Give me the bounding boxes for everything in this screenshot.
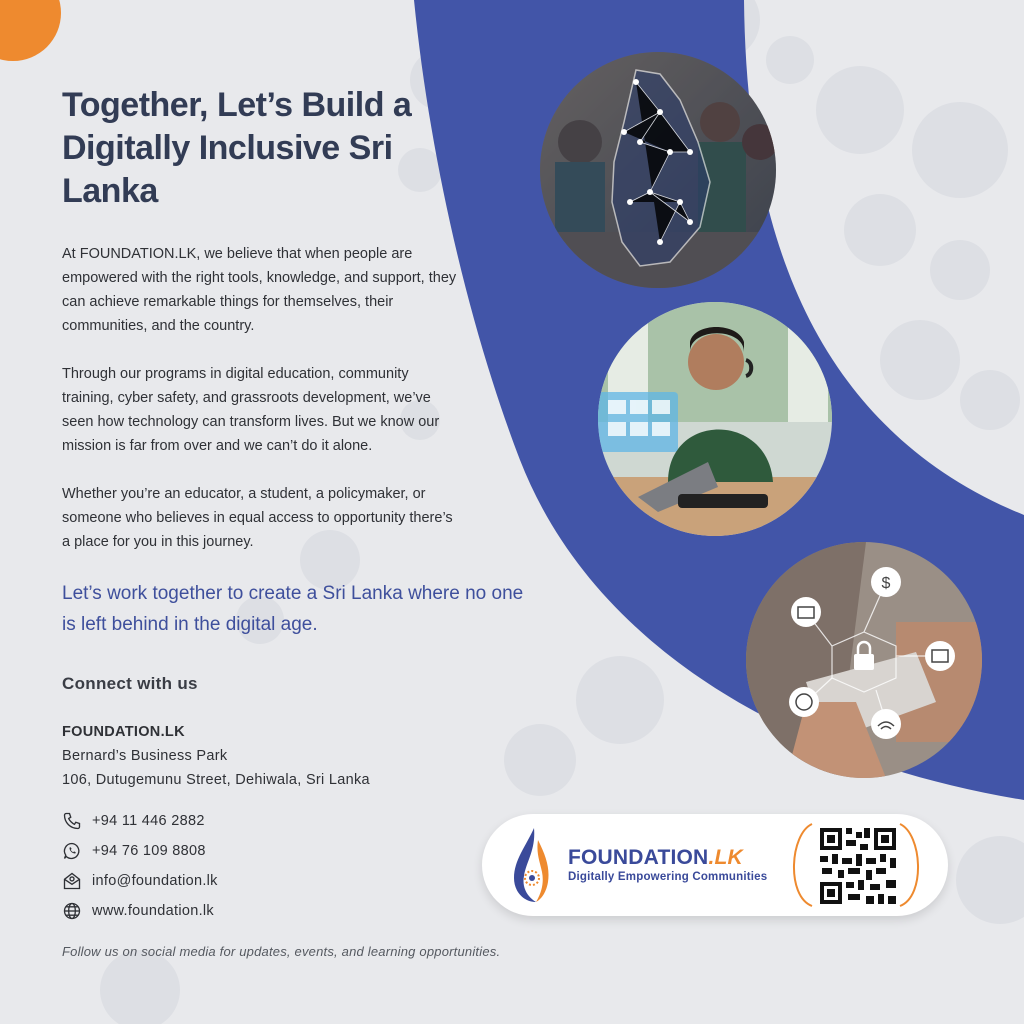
foundation-logo-mark xyxy=(512,826,552,904)
brand-main: FOUNDATION xyxy=(568,846,709,869)
address-line-2: 106, Dutugemunu Street, Dehiwala, Sri Lanka xyxy=(62,772,370,788)
contact-website[interactable] xyxy=(62,896,218,926)
globe-icon xyxy=(62,901,82,921)
address-block xyxy=(62,720,370,792)
email-icon xyxy=(62,871,82,891)
website-url[interactable]: www.foundation.lk xyxy=(92,903,214,919)
student-laptop-photo xyxy=(598,302,832,536)
cyber-safety-photo xyxy=(746,542,982,778)
address-line-1: Bernard’s Business Park xyxy=(62,748,228,764)
phone-icon xyxy=(62,811,82,831)
brand-tagline: Digitally Empowering Communities xyxy=(568,871,768,883)
whatsapp-number[interactable]: +94 76 109 8808 xyxy=(92,843,206,859)
page-title: Together, Let’s Build a Digitally Inclusive Sri Lanka xyxy=(62,86,412,210)
community-network-photo xyxy=(540,52,776,288)
contact-email[interactable] xyxy=(62,866,218,896)
contact-whatsapp[interactable] xyxy=(62,836,218,866)
whatsapp-icon xyxy=(62,841,82,861)
qr-code[interactable] xyxy=(782,820,930,910)
programs-paragraph: Through our programs in digital education, community training, cyber safety, and grassroots development, we’ve seen how technology can transform lives. But we know our mission is far from over and we can’t do it alone. xyxy=(62,366,440,454)
org-name: FOUNDATION.LK xyxy=(62,724,185,740)
contact-list xyxy=(62,806,218,926)
contact-phone[interactable] xyxy=(62,806,218,836)
invitation-paragraph: Whether you’re an educator, a student, a policymaker, or someone who believes in equal access to opportunity there’s a place for you in this journey. xyxy=(62,486,453,550)
phone-number[interactable]: +94 11 446 2882 xyxy=(92,813,205,829)
call-to-action: Let’s work together to create a Sri Lanka where no one is left behind in the digital age. xyxy=(62,583,524,635)
intro-paragraph: At FOUNDATION.LK, we believe that when people are empowered with the right tools, knowledge, and support, they can achieve remarkable things for themselves, their communities, and the country. xyxy=(62,246,457,334)
social-follow-note: Follow us on social media for updates, events, and learning opportunities. xyxy=(62,944,501,959)
email-address[interactable]: info@foundation.lk xyxy=(92,873,218,889)
logo-card xyxy=(482,814,948,916)
brand-name xyxy=(568,846,743,870)
brand-suffix: .LK xyxy=(708,846,743,869)
connect-heading: Connect with us xyxy=(62,674,198,693)
svg-text:$: $ xyxy=(881,575,891,592)
